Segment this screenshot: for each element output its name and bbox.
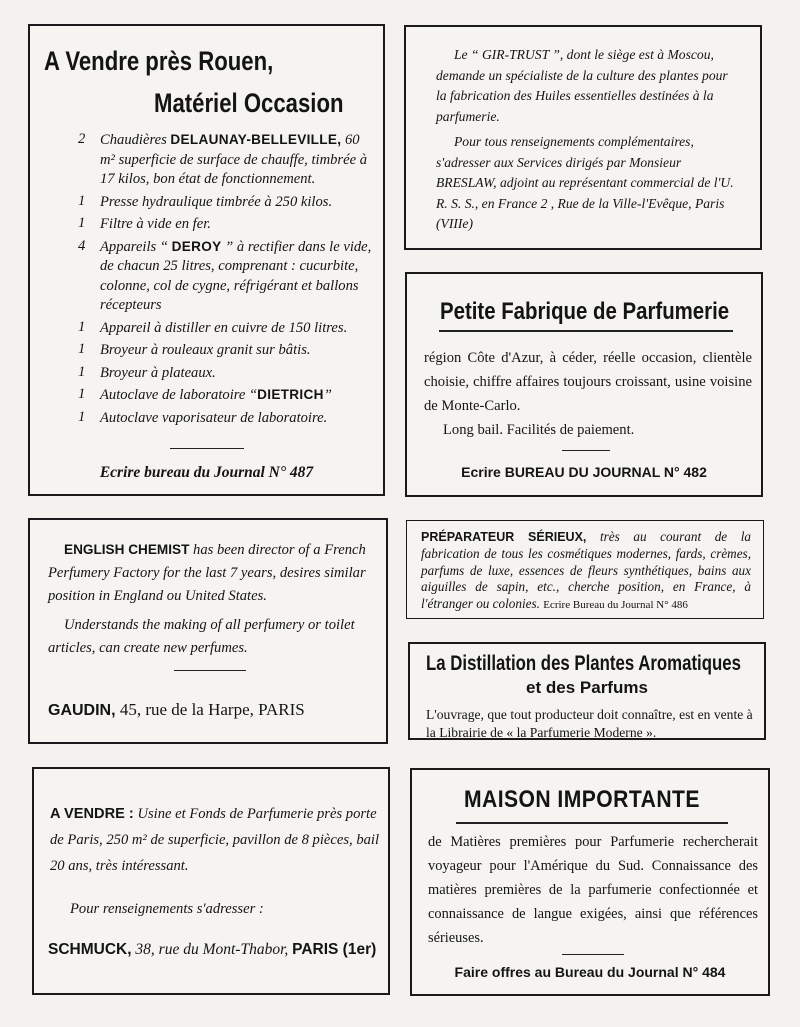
ad-maison-importante — [410, 768, 770, 996]
ad7-paragraph-1 — [50, 801, 380, 879]
ad4-footer-address: 45, rue de la Harpe, PARIS — [115, 700, 305, 719]
equipment-item — [78, 318, 378, 339]
ad6-title-2: et des Parfums — [526, 678, 648, 697]
ad-preparateur — [406, 520, 764, 619]
divider — [174, 670, 246, 671]
ad6-title-1: La Distillation des Plantes Aromatiques — [426, 652, 741, 675]
item-text-continued: ” — [323, 387, 332, 403]
item-brand: DIETRICH — [257, 387, 324, 402]
item-text: Chaudières — [100, 132, 171, 148]
divider — [562, 954, 624, 955]
item-quantity: 1 — [78, 341, 86, 357]
title-underline — [456, 822, 728, 824]
item-text-continued: ” à rectifier dans le vide, de chacun 25 litres, comprenant : cucurbite, colonne, col de cygne, réfrigérant et ballons récepteurs — [100, 238, 372, 313]
divider — [170, 448, 244, 449]
ad7-body: Usine et Fonds de Parfumerie près porte de Paris, 250 m² de superficie, pavillon de 8 pièces, bail 20 ans, très intéressant. — [50, 806, 380, 874]
equipment-item — [78, 340, 378, 361]
ad4-footer-name: GAUDIN, — [48, 702, 116, 719]
equipment-item — [78, 385, 378, 406]
ad5-text — [421, 529, 751, 614]
ad7-paragraph-2: Pour renseignements s'adresser : — [70, 901, 264, 917]
ad-usine-a-vendre — [32, 767, 390, 995]
equipment-list — [78, 130, 378, 430]
ad8-body: de Matières premières pour Parfumerie rechercherait voyageur pour l'Amérique du Sud. Connaissance des matières premières de la parfumerie confectionnée et connaissance de langue exigées, ainsi que références sérieuses. — [428, 834, 758, 946]
ad2-paragraph-2: Pour tous renseignements complémentaires, s'adresser aux Services dirigés par Monsieur BRESLAW, adjoint au représentant commercial de l'U. R. S. S., en France 2 , Rue de la Ville-l'Evêque, Paris (VIIIe) — [436, 134, 734, 231]
ad4-footer — [48, 700, 305, 720]
ad5-body: très au courant de la fabrication de tous les cosmétiques modernes, fards, crèmes, parfums de luxe, essences de fleurs synthétiques, bains aux aiguilles de sapin, etc., cherche position, en France, à l'étranger ou colonies. — [421, 529, 751, 612]
item-brand: DEROY — [171, 238, 222, 254]
divider — [562, 450, 610, 451]
item-brand: DELAUNAY-BELLEVILLE, — [170, 132, 342, 147]
ad7-footer — [48, 941, 376, 959]
item-text: Presse hydraulique timbrée à 250 kilos. — [100, 193, 333, 210]
item-text: Autoclave de laboratoire “ — [100, 387, 258, 403]
item-text-continued: 60 m² superficie de surface de chauffe, timbrée à 17 kilos, bon état de fonctionnement. — [100, 132, 367, 187]
ad4-paragraph-2: Understands the making of all perfumery or toilet articles, can create new perfumes. — [48, 617, 355, 656]
ad7-lead: A VENDRE : — [50, 806, 134, 822]
item-text: Broyeur à plateaux. — [100, 364, 216, 381]
ad8-footer: Faire offres au Bureau du Journal N° 484 — [454, 964, 726, 980]
ad-materiel-occasion — [28, 24, 385, 496]
ad3-paragraph-2: Long bail. Facilités de paiement. — [443, 422, 635, 438]
item-text: Autoclave vaporisateur de laboratoire. — [100, 409, 328, 426]
item-text: Broyeur à rouleaux granit sur bâtis. — [100, 342, 311, 358]
ad1-footer: Ecrire bureau du Journal N° 487 — [99, 464, 314, 481]
ad3-footer: Ecrire BUREAU DU JOURNAL N° 482 — [461, 464, 707, 480]
ad5-lead: PRÉPARATEUR SÉRIEUX, — [421, 530, 587, 544]
item-quantity: 2 — [78, 131, 86, 147]
title-underline — [439, 330, 733, 332]
equipment-item — [78, 214, 378, 235]
ad4-body: has been director of a French Perfumery Factory for the last 7 years, desires similar position in England ou United States. — [48, 542, 366, 604]
item-text: Appareil à distiller en cuivre de 150 litres. — [100, 319, 348, 336]
ad7-footer-address: 38, rue du Mont-Thabor, — [131, 941, 293, 958]
equipment-item — [78, 130, 378, 190]
ad-english-chemist — [28, 518, 388, 744]
item-quantity: 1 — [78, 318, 86, 335]
ad5-footer: Ecrire Bureau du Journal N° 486 — [543, 599, 688, 612]
item-quantity: 1 — [78, 215, 86, 231]
ad2-paragraph-1: Le “ GIR-TRUST ”, dont le siège est à Moscou, demande un spécialiste de la culture des plantes pour la fabrication des Huiles essentielles destinées à la parfumerie. — [436, 47, 728, 124]
item-text: Filtre à vide en fer. — [100, 216, 211, 232]
ad7-footer-city: PARIS (1er) — [292, 941, 377, 958]
ad-petite-fabrique — [405, 272, 763, 497]
ad4-paragraph-1 — [48, 538, 374, 608]
equipment-item — [78, 237, 378, 316]
ad-distillation-book — [408, 642, 766, 740]
ad8-title: MAISON IMPORTANTE — [464, 786, 700, 813]
ad1-heading-2: Matériel Occasion — [154, 88, 344, 118]
ad3-title: Petite Fabrique de Parfumerie — [440, 298, 730, 325]
equipment-item — [78, 408, 378, 429]
item-quantity: 1 — [78, 192, 86, 209]
equipment-item — [78, 192, 378, 213]
ad7-footer-name: SCHMUCK, — [48, 941, 132, 958]
item-quantity: 1 — [78, 408, 86, 425]
ad6-body: L'ouvrage, que tout producteur doit connaître, est en vente à la Librairie de « la Parfumerie Moderne ». — [426, 707, 753, 740]
item-text: Appareils “ — [100, 238, 172, 255]
ad3-paragraph-1: région Côte d'Azur, à céder, réelle occasion, clientèle choisie, chiffre affaires toujours croissant, usine voisine de Monte-Carlo. — [424, 350, 752, 414]
item-quantity: 1 — [78, 363, 86, 380]
item-quantity: 4 — [78, 237, 86, 254]
equipment-item — [78, 363, 378, 384]
ad-gir-trust — [404, 25, 762, 250]
ad4-lead: ENGLISH CHEMIST — [64, 542, 190, 557]
item-quantity: 1 — [78, 386, 86, 402]
ad1-heading-1: A Vendre près Rouen, — [44, 46, 274, 76]
